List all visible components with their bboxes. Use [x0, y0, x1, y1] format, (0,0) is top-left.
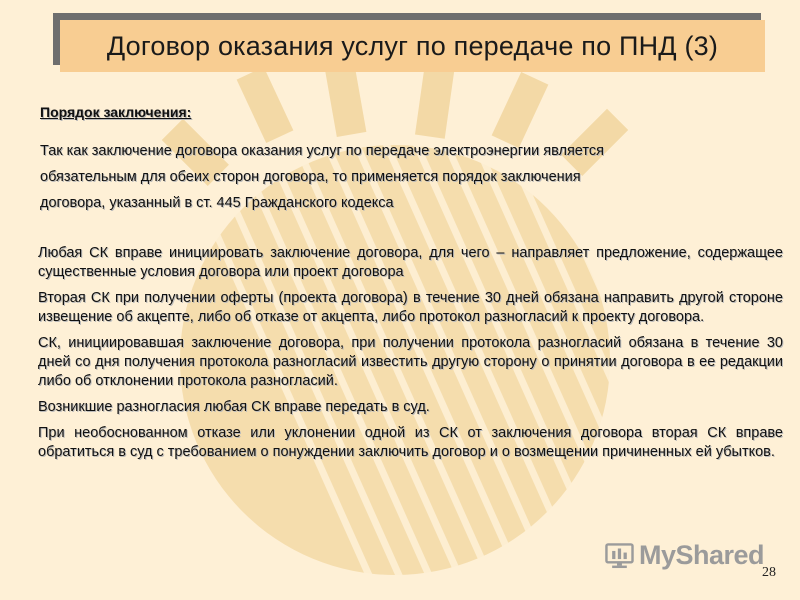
intro-line: Так как заключение договора оказания услуг по передаче электроэнергии является — [40, 143, 604, 159]
slide-title: Договор оказания услуг по передаче по ПНД (3) — [106, 30, 719, 61]
paragraph: Любая СК вправе инициировать заключение договора, для чего – направляет предложение, содержащее существенные условия договора или проект договора — [38, 245, 783, 280]
subheading: Порядок заключения: — [40, 104, 192, 120]
paragraph: Вторая СК при получении оферты (проекта договора) в течение 30 дней обязана направить другой стороне извещение об акцепте, либо об отказе от акцепта, либо протокол разногласий к проекту договора. — [38, 290, 783, 325]
watermark-text: MyShared — [638, 539, 764, 570]
paragraph: СК, инициировавшая заключение договора, при получении протокола разногласий обязана в течение 30 дней со дня получения протокола разногласий известить другую сторону о принятии договора в ее редакции либо об отклонении протокола разногласий. — [38, 335, 783, 389]
intro-line: обязательным для обеих сторон договора, то применяется порядок заключения — [40, 169, 581, 185]
title-banner — [60, 20, 765, 72]
myshared-logo-icon — [604, 536, 635, 574]
paragraph: При необоснованном отказе или уклонении одной из СК от заключения договора вторая СК вправе обратиться в суд с требованием о понуждении заключить договор и о возмещении причиненных ей убытков. — [38, 425, 783, 460]
body-paragraphs — [38, 244, 783, 469]
watermark-logo — [604, 535, 764, 575]
paragraph: Возникшие разногласия любая СК вправе передать в суд. — [38, 399, 430, 415]
intro-text — [40, 138, 770, 216]
intro-line: договора, указанный в ст. 445 Гражданского кодекса — [40, 195, 394, 211]
page-number: 28 — [762, 565, 776, 580]
